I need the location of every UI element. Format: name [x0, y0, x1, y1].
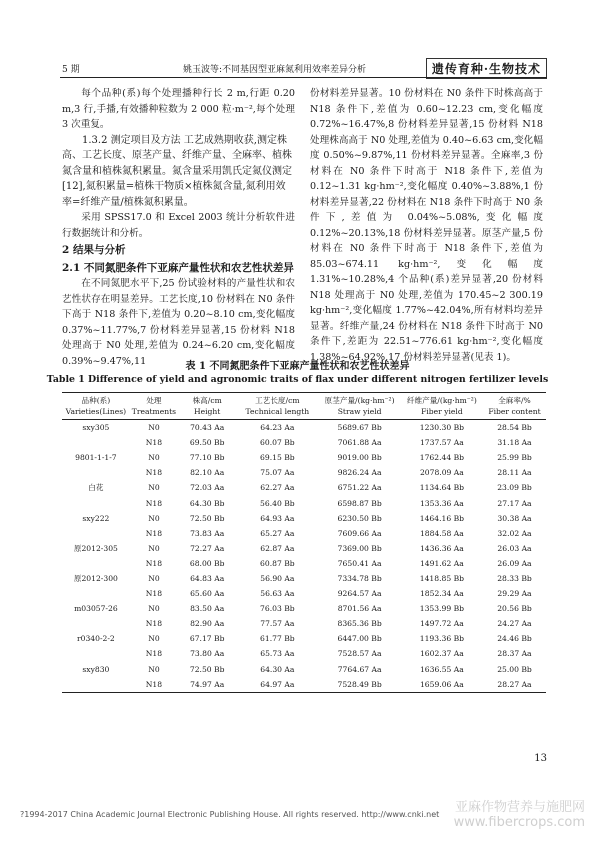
table-header-cn-3: 工艺长度/cm — [255, 396, 300, 405]
copyright-notice: ?1994-2017 China Academic Journal Electronic Publishing House. All rights reserved. http://www.cnki.net — [20, 810, 440, 819]
table-cell: N18 — [145, 558, 163, 568]
table-row — [62, 511, 546, 526]
table-cell: 原2012-305 — [73, 543, 118, 553]
table-cell — [62, 677, 130, 693]
table-cell: 65.73 Aa — [260, 649, 295, 659]
table-cell: 26.03 Aa — [497, 543, 532, 553]
table-cell: 74.97 Aa — [190, 679, 225, 689]
table-cell: 28.54 Bb — [497, 423, 532, 433]
table-cell: 64.30 Aa — [260, 664, 295, 674]
data-table — [62, 392, 546, 693]
table-cell: 60.07 Bb — [260, 438, 295, 448]
table-cell: 56.40 Bb — [260, 498, 295, 508]
table-cell: 2078.09 Aa — [419, 468, 464, 478]
table-header-en-6: Fiber content — [488, 407, 541, 416]
table-cell: 72.50 Bb — [189, 664, 225, 674]
table-cell: 83.50 Aa — [190, 604, 225, 614]
table-row — [62, 662, 546, 677]
table-cell: 25.00 Bb — [497, 664, 532, 674]
table-cell: 60.87 Bb — [260, 558, 295, 568]
table-cell: 7609.66 Aa — [337, 528, 382, 538]
table-cell: N0 — [148, 513, 160, 523]
table-row — [62, 450, 546, 465]
table-cell: 24.46 Bb — [497, 634, 532, 644]
table-cell: 1602.37 Aa — [419, 649, 464, 659]
left_column-block-3: 2 结果与分析 — [62, 244, 126, 256]
table-cell: 1436.36 Aa — [419, 543, 464, 553]
table-cell: 6751.22 Aa — [337, 483, 382, 493]
table-header-6 — [483, 393, 546, 420]
table-cell — [62, 616, 130, 631]
table-cell: 8365.36 Bb — [337, 619, 382, 629]
table-cell: 64.30 Bb — [189, 498, 225, 508]
table-header-0 — [62, 393, 130, 420]
watermark-line-2: www.fibercrops.com — [453, 815, 585, 830]
left_column-block-4: 2.1 不同氮肥条件下亚麻产量性状和农艺性状差异 — [62, 261, 294, 274]
table-header-4 — [318, 393, 400, 420]
table-row — [62, 571, 546, 586]
table-cell: 7334.78 Bb — [337, 573, 382, 583]
table-cell: 1134.64 Bb — [419, 483, 465, 493]
table-cell — [62, 465, 130, 480]
table-header-cn-2: 株高/cm — [192, 396, 222, 405]
table-cell: 7528.49 Bb — [337, 679, 382, 689]
table-row — [62, 526, 546, 541]
table-header-2 — [178, 393, 236, 420]
table-cell: 6598.87 Bb — [337, 498, 382, 508]
table-row — [62, 601, 546, 616]
table-cell: 29.29 Aa — [497, 589, 532, 599]
table-cell — [62, 495, 130, 510]
table-cell — [62, 526, 130, 541]
table-cell: 1418.85 Bb — [419, 573, 465, 583]
table-cell: 1353.99 Bb — [419, 604, 465, 614]
table-cell: 65.27 Aa — [260, 528, 295, 538]
table-cell: 7369.00 Bb — [337, 543, 382, 553]
table-cell: N18 — [145, 438, 163, 448]
table-row — [62, 616, 546, 631]
watermark-line-1: 亚麻作物营养与施肥网 — [454, 800, 585, 815]
table-cell: 64.83 Aa — [190, 573, 225, 583]
table-cell: N0 — [148, 634, 160, 644]
table-row — [62, 480, 546, 495]
table-row — [62, 465, 546, 480]
table-cell: 62.87 Aa — [260, 543, 295, 553]
table-cell: 1762.44 Bb — [419, 453, 465, 463]
table-cell: sxy305 — [82, 423, 110, 433]
table-header-5 — [401, 393, 483, 420]
page-number: 13 — [534, 753, 547, 764]
table-cell: 9264.57 Aa — [337, 589, 382, 599]
table-header-cn-4: 原茎产量/(kg·hm⁻²) — [324, 396, 395, 405]
table-cell: 65.60 Aa — [190, 589, 225, 599]
table-cell: 7650.41 Aa — [337, 558, 382, 568]
table-cell: 73.83 Aa — [190, 528, 225, 538]
table-cell: 7528.57 Aa — [337, 649, 382, 659]
left_column-block-0: 每个品种(系)每个处理播种行长 2 m,行距 0.20 m,3 行,手播,有效播种粒数为 2 000 粒·m⁻²,每个处理 3 次重复。 — [62, 88, 295, 130]
table-cell — [62, 646, 130, 661]
table-cell: N18 — [145, 468, 163, 478]
right_column-block-0: 份材料差异显著。10 份材料在 N0 条件下时株高高于 N18 条件下,差值为 0.60~12.23 cm,变化幅度 0.72%~16.47%,8 份材料差异显著,15 份材料 N18 处理株高高于 N0 处理,差值为 0.40~6.63 cm,变化幅度 0.50%~9.87%,11 份材料差异显著。全麻率,3 份材料在 N0 条件下时高于 N18 条件下,差值为 0.12~1.31 kg·hm⁻²,变化幅度 0.40%~3.88%,1 份材料差异显著,22 份材料在 N18 条件下时高于 N0 条件下,差值为 0.04%~5.08%,变化幅度 0.12%~20.13%,18 份材料差异显著。原茎产量,5 份材料在 N0 条件下时高于 N18 条件下,差值为 85.03~674.11 kg·hm⁻²,变化幅度 1.31%~10.28%,4 个品种(系)差异显著,20 份材料 N18 处理高于 N0 处理,差值为 170.45~2 300.19 kg·hm⁻²,变化幅度 1.77%~42.04%,所有材料均差异显著。纤维产量,24 份材料在 N18 条件下时高于 N0 条件下,差距为 22.51~776.61 kg·hm⁻²,变化幅度 1.38%~64.92%,17 份材料差异显著(见表 1)。 — [310, 88, 543, 363]
table-cell: 69.50 Bb — [189, 438, 225, 448]
table-header-en-2: Height — [194, 407, 221, 416]
table-cell: 25.99 Bb — [497, 453, 532, 463]
table-header-en-3: Technical length — [245, 407, 310, 416]
table-cell: N0 — [148, 664, 160, 674]
table-cell: 30.38 Aa — [497, 513, 532, 523]
table-body — [62, 420, 546, 693]
table-cell: 68.00 Bb — [189, 558, 225, 568]
table-cell: N18 — [145, 528, 163, 538]
table-cell: 72.50 Bb — [189, 513, 225, 523]
table-cell: 64.23 Aa — [260, 423, 295, 433]
table-cell: N0 — [148, 604, 160, 614]
table-cell: 9826.24 Aa — [337, 468, 382, 478]
table-header-en-0: Varieties(Lines) — [65, 407, 127, 416]
table-cell: 69.15 Bb — [260, 453, 295, 463]
table-header-3 — [236, 393, 318, 420]
table-cell: 70.43 Aa — [190, 423, 225, 433]
table-cell: 1491.62 Aa — [419, 558, 464, 568]
table-header-cn-6: 全麻率/% — [498, 396, 531, 405]
table-cell: N18 — [145, 649, 163, 659]
table-header-cn-0: 品种(系) — [81, 396, 111, 405]
table-header-en-1: Treatments — [131, 407, 177, 416]
header-rule — [60, 77, 547, 78]
table-cell: 5689.67 Bb — [337, 423, 382, 433]
left_column-block-2: 采用 SPSS17.0 和 Excel 2003 统计分析软件进行数据统计和分析。 — [62, 212, 295, 239]
table-cell: 6230.50 Bb — [337, 513, 382, 523]
table-cell: 31.18 Aa — [497, 438, 532, 448]
table-cell: N0 — [148, 423, 160, 433]
table-cell: 61.77 Bb — [260, 634, 295, 644]
table-cell: 1193.36 Bb — [419, 634, 465, 644]
table-cell: 82.10 Aa — [190, 468, 225, 478]
table-cell: 28.11 Aa — [497, 468, 532, 478]
table-cell: N18 — [145, 619, 163, 629]
table-cell: 56.90 Aa — [260, 573, 295, 583]
table-header-cn-1: 处理 — [146, 396, 162, 405]
table-header-en-4: Straw yield — [337, 407, 382, 416]
table-cell: 1636.55 Aa — [419, 664, 464, 674]
table-cell: sxy222 — [82, 513, 110, 523]
table-cell: 28.37 Aa — [497, 649, 532, 659]
table-cell: 1737.57 Aa — [419, 438, 464, 448]
table-cell: r0340-2-2 — [77, 634, 115, 644]
table-row — [62, 646, 546, 661]
table-cell: 6447.00 Bb — [337, 634, 382, 644]
table-cell: 26.09 Aa — [497, 558, 532, 568]
table-cell — [62, 435, 130, 450]
table-cell: N0 — [148, 573, 160, 583]
table-header-1 — [130, 393, 178, 420]
table-cell: 1884.58 Aa — [419, 528, 464, 538]
table-cell: N18 — [145, 679, 163, 689]
table-cell: 白花 — [88, 483, 104, 493]
table-cell: 67.17 Bb — [189, 634, 225, 644]
table-cell: 1659.06 Aa — [419, 679, 464, 689]
table-cell: 56.63 Aa — [260, 589, 295, 599]
table-cell: N18 — [145, 589, 163, 599]
table-cell: 23.09 Bb — [497, 483, 532, 493]
left-text-column — [62, 86, 295, 369]
table-row — [62, 677, 546, 693]
table-cell: 64.93 Aa — [260, 513, 295, 523]
table-cell: 24.27 Aa — [497, 619, 532, 629]
table-header-en-5: Fiber yield — [421, 407, 463, 416]
table-cell: 原2012-300 — [73, 573, 118, 583]
table-cell: 64.97 Aa — [260, 679, 295, 689]
table-cell: 27.17 Aa — [497, 498, 532, 508]
table-cell: 1497.72 Aa — [419, 619, 464, 629]
table-row — [62, 541, 546, 556]
table-cell: N18 — [145, 498, 163, 508]
table-cell: 32.02 Aa — [497, 528, 532, 538]
table-cell: 7764.67 Aa — [337, 664, 382, 674]
table-cell: 76.03 Bb — [260, 604, 295, 614]
table-cell: 75.07 Aa — [260, 468, 295, 478]
left_column-block-1: 1.3.2 测定项目及方法 工艺成熟期收获,测定株高、工艺长度、原茎产量、纤维产量、全麻率、植株氮含量和植株氮积累量。氮含量采用凯氏定氮仪测定[12],氮积累量=植株干物质×植株氮含量,氮利用效率=纤维产量/植株氮积累量。 — [62, 134, 292, 208]
table-cell: 62.27 Aa — [260, 483, 295, 493]
table-caption-chinese: 表 1 不同氮肥条件下亚麻产量性状和农艺性状差异 — [185, 361, 410, 372]
running-title: 姚玉波等:不同基因型亚麻氮利用效率差异分析 — [183, 65, 367, 75]
journal-section-label: 遗传育种·生物技术 — [426, 58, 547, 79]
table-cell: 28.33 Bb — [497, 573, 532, 583]
issue-number: 5 期 — [62, 65, 80, 75]
table-cell: 77.10 Bb — [189, 453, 225, 463]
table-cell: 1230.30 Bb — [419, 423, 465, 433]
table-cell: 73.80 Aa — [190, 649, 225, 659]
table-cell — [62, 586, 130, 601]
table-cell: 9801-1-1-7 — [75, 453, 117, 463]
table-cell: 1353.36 Aa — [419, 498, 464, 508]
table-cell: 7061.88 Aa — [337, 438, 382, 448]
table-cell — [62, 556, 130, 571]
table-cell: 20.56 Bb — [497, 604, 532, 614]
table-cell: N0 — [148, 453, 160, 463]
table-cell: 1852.34 Aa — [419, 589, 464, 599]
table-header-row — [62, 393, 546, 420]
table-row — [62, 495, 546, 510]
table-cell: 82.90 Aa — [190, 619, 225, 629]
table-cell: 77.57 Aa — [260, 619, 295, 629]
table-header-cn-5: 纤维产量/(kg·hm⁻²) — [406, 396, 477, 405]
table-caption-english: Table 1 Difference of yield and agronomic traits of flax under different nitrogen fertilizer levels — [46, 374, 549, 385]
right-text-column — [310, 86, 543, 365]
table-row — [62, 586, 546, 601]
table-cell: 1464.16 Bb — [419, 513, 465, 523]
table-row — [62, 435, 546, 450]
table-cell: m03057-26 — [74, 604, 118, 614]
table-cell: 72.03 Aa — [190, 483, 225, 493]
table-cell: sxy830 — [82, 664, 110, 674]
table-row — [62, 420, 546, 436]
table-row — [62, 556, 546, 571]
table-cell: N0 — [148, 543, 160, 553]
table-cell: 9019.00 Bb — [337, 453, 382, 463]
table-cell: 72.27 Aa — [190, 543, 225, 553]
table-cell: 8701.56 Aa — [337, 604, 382, 614]
table-cell: 28.27 Aa — [497, 679, 532, 689]
site-watermark — [454, 800, 585, 830]
table-row — [62, 631, 546, 646]
table-cell: N0 — [148, 483, 160, 493]
left_column-block-5: 在不同氮肥水平下,25 份试验材料的产量性状和农艺性状存在明显差异。工艺长度,10 份材料在 N0 条件下高于 N18 条件下,差值为 0.20~8.10 cm,变化幅度 0.37%~11.77%,7 份材料差异显著,15 份材料 N18 处理高于 N0 处理,差值为 0.24~6.20 cm,变化幅度 0.39%~9.47%,11 — [62, 278, 295, 367]
